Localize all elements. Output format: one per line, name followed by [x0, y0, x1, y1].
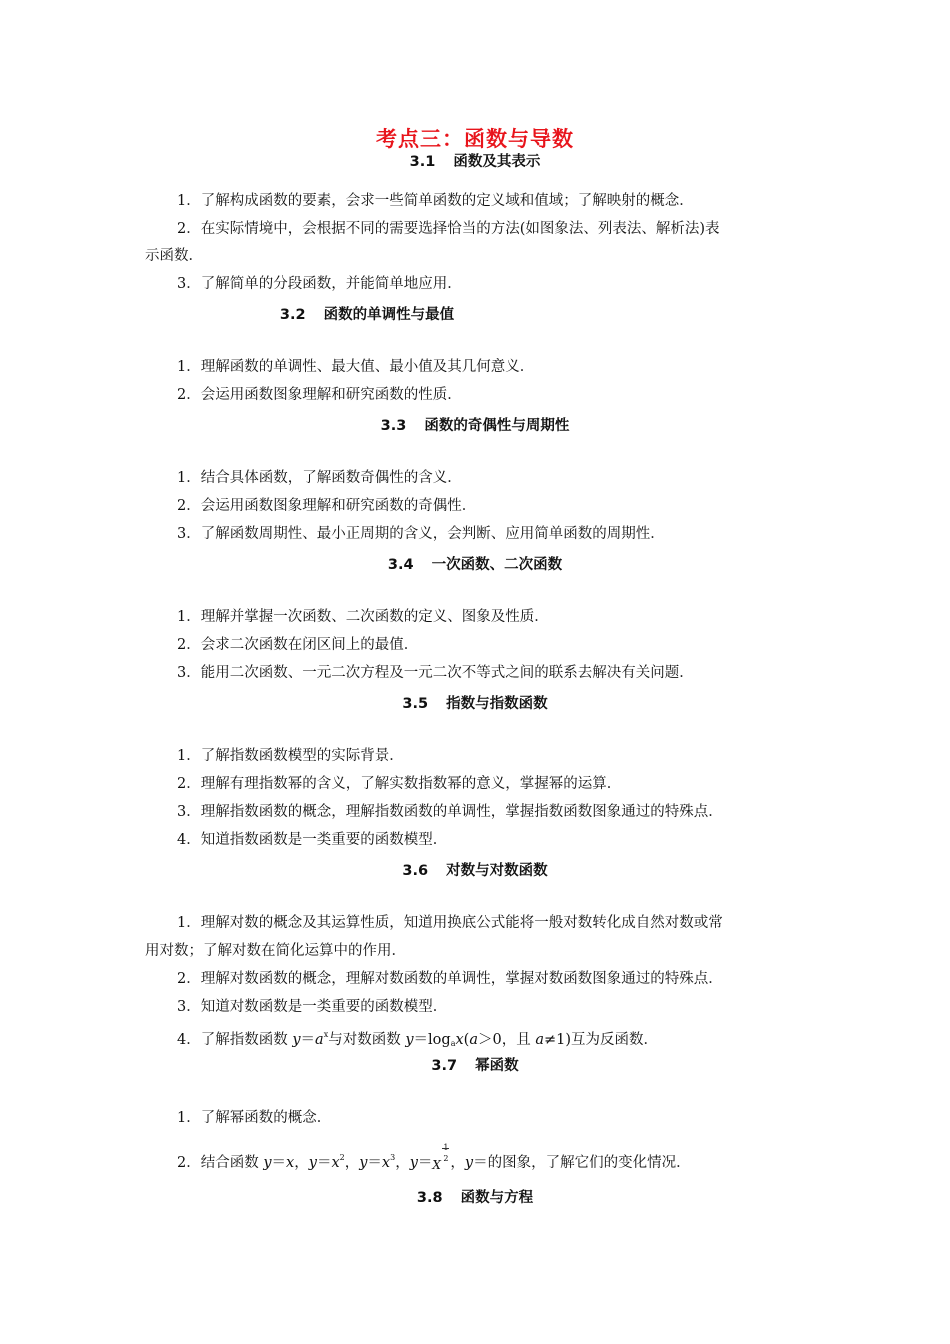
- list-item: 1．了解指数函数模型的实际背景．: [177, 748, 404, 764]
- list-item: 1．了解幂函数的概念．: [177, 1110, 332, 1126]
- section-number: 3.2: [279, 307, 306, 323]
- section-title: 指数与指数函数: [446, 696, 548, 712]
- list-item-power-functions: 2．结合函数 y＝x，$y=x^2$，$y=x^3$，y＝ X 1 2 ，y＝的图象，了解它们的变化情况．: [177, 1143, 691, 1172]
- section-heading-3-6: [0, 859, 950, 880]
- section-title: 函数及其表示: [453, 154, 541, 170]
- list-item-continuation: 示函数．: [145, 248, 203, 264]
- list-item: 1．理解对数的概念及其运算性质，知道用换底公式能将一般对数转化成自然对数或常: [177, 915, 723, 931]
- list-item: 2．会求二次函数在闭区间上的最值．: [177, 637, 419, 653]
- list-item: 3．理解指数函数的概念，理解指数函数的单调性，掌握指数函数图象通过的特殊点．: [177, 804, 723, 820]
- list-item: 1．了解构成函数的要素，会求一些简单函数的定义域和值域；了解映射的概念．: [177, 193, 694, 209]
- section-heading-3-1: [0, 150, 950, 171]
- list-item: 3．知道对数函数是一类重要的函数模型．: [177, 999, 448, 1015]
- list-item: 2．在实际情境中，会根据不同的需要选择恰当的方法(如图象法、列表法、解析法)表: [177, 221, 720, 237]
- section-title: 函数与方程: [460, 1190, 534, 1206]
- section-title: 函数的奇偶性与周期性: [424, 418, 570, 434]
- section-heading-3-5: [0, 692, 950, 713]
- section-title: 函数的单调性与最值: [323, 307, 455, 323]
- list-item: 2．会运用函数图象理解和研究函数的奇偶性．: [177, 498, 477, 514]
- section-heading-3-3: [0, 414, 950, 435]
- fraction-exponent: X 1 2: [432, 1143, 449, 1172]
- section-number: 3.3: [380, 418, 407, 434]
- list-item: 1．理解并掌握一次函数、二次函数的定义、图象及性质．: [177, 609, 549, 625]
- list-item-inverse-functions: 4．了解指数函数 $y=a^x$与对数函数 $y=\log_ax(a>0$，且 a≠1)互为反函数．: [177, 1030, 659, 1048]
- section-title: 对数与对数函数: [446, 863, 548, 879]
- section-title: 幂函数: [475, 1058, 519, 1074]
- list-item-continuation: 用对数；了解对数在简化运算中的作用．: [145, 943, 406, 959]
- list-item: 3．了解简单的分段函数，并能简单地应用．: [177, 276, 462, 292]
- section-title: 一次函数、二次函数: [431, 557, 563, 573]
- list-item: 1．结合具体函数，了解函数奇偶性的含义．: [177, 470, 462, 486]
- section-heading-3-4: [0, 553, 950, 574]
- list-item: 3．了解函数周期性、最小正周期的含义，会判断、应用简单函数的周期性．: [177, 526, 665, 542]
- page-title: 考点三：函数与导数: [376, 127, 574, 151]
- list-item: 1．理解函数的单调性、最大值、最小值及其几何意义．: [177, 359, 535, 375]
- list-item: 3．能用二次函数、一元二次方程及一元二次不等式之间的联系去解决有关问题．: [177, 665, 694, 681]
- list-item: 2．理解有理指数幂的含义，了解实数指数幂的意义，掌握幂的运算．: [177, 776, 622, 792]
- section-number: 3.4: [387, 557, 414, 573]
- section-heading-3-8: [0, 1186, 950, 1207]
- section-number: 3.6: [402, 863, 429, 879]
- list-item: 4．知道指数函数是一类重要的函数模型．: [177, 832, 448, 848]
- list-item: 2．理解对数函数的概念，理解对数函数的单调性，掌握对数函数图象通过的特殊点．: [177, 971, 723, 987]
- section-heading-3-2: [0, 303, 842, 324]
- section-heading-3-7: [0, 1054, 950, 1075]
- section-number: 3.8: [416, 1190, 443, 1206]
- section-number: 3.7: [431, 1058, 458, 1074]
- list-item: 2．会运用函数图象理解和研究函数的性质．: [177, 387, 462, 403]
- section-number: 3.1: [409, 154, 436, 170]
- section-number: 3.5: [402, 696, 429, 712]
